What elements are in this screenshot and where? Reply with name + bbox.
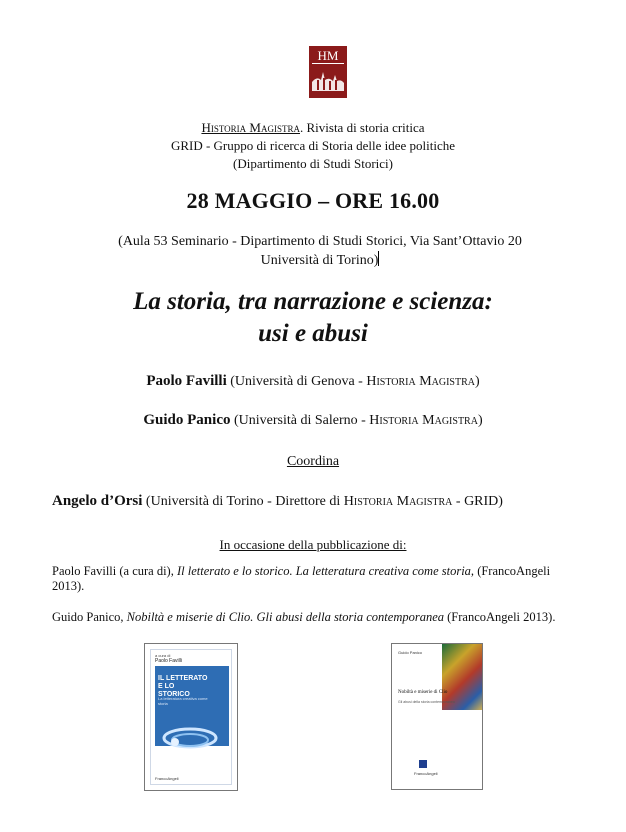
event-date-time: 28 MAGGIO – ORE 16.00 xyxy=(186,188,440,213)
speaker-affiliation-end: ) xyxy=(477,413,483,428)
event-venue xyxy=(60,232,580,270)
venue-line-1: (Aula 53 Seminario - Dipartimento di Studi Storici, Via Sant’Ottavio 20 xyxy=(118,234,522,249)
title-line-2: usi e abusi xyxy=(258,320,368,347)
coordinator-affiliation-end: - GRID) xyxy=(452,494,503,509)
department-line: (Dipartimento di Studi Storici) xyxy=(233,156,393,171)
book-publisher: FrancoAngeli xyxy=(155,776,179,781)
speaker-favilli xyxy=(0,373,626,390)
coordina-label: Coordina xyxy=(286,454,340,469)
coordinator xyxy=(52,493,612,510)
event-title xyxy=(0,286,626,350)
book-cover-clio xyxy=(391,643,483,790)
book-cover-letterato xyxy=(144,643,238,791)
book-subtitle: La letteratura creativa come storia xyxy=(158,696,208,706)
speaker-name: Paolo Favilli xyxy=(146,373,227,389)
book-publisher: FrancoAngeli xyxy=(414,771,438,776)
speaker-panico xyxy=(0,412,626,429)
publication-title: Nobiltà e miserie di Clio. Gli abusi della storia contemporanea xyxy=(126,610,445,624)
venue-line-2: Università di Torino) xyxy=(260,253,379,268)
publication-title: Il letterato e lo storico. La letteratura creativa come storia, xyxy=(176,564,475,578)
speaker-affiliation-end: ) xyxy=(474,374,480,389)
swirl-graphic xyxy=(161,720,219,756)
text-cursor xyxy=(378,251,379,266)
coordinator-affiliation: (Università di Torino - Direttore di xyxy=(142,494,344,509)
title-line-1: La storia, tra narrazione e scienza: xyxy=(133,288,493,315)
occasion-heading: In occasione della pubblicazione di: xyxy=(219,537,407,552)
publication-author: Paolo Favilli (a cura di), xyxy=(52,564,177,578)
book-title: IL LETTERATO E LO STORICO xyxy=(158,675,208,698)
speaker-journal: Historia Magistra xyxy=(369,413,478,428)
coordinator-name: Angelo d’Orsi xyxy=(52,493,143,509)
journal-suffix: . Rivista di storia critica xyxy=(299,120,425,135)
publication-panico xyxy=(52,610,572,625)
publication-publisher: (FrancoAngeli 2013). xyxy=(444,610,556,624)
speaker-affiliation: (Università di Genova - xyxy=(226,374,367,389)
book-author: Guido Panico xyxy=(398,650,423,655)
book-title: Nobiltà e miserie di Clio xyxy=(398,690,448,695)
speaker-affiliation: (Università di Salerno - xyxy=(230,413,370,428)
book-editor-label: a cura di xyxy=(155,653,171,658)
journal-line xyxy=(0,119,626,137)
book-subtitle: Gli abusi della storia contemporanea xyxy=(398,700,455,704)
publisher-logo xyxy=(419,760,427,768)
speaker-name: Guido Panico xyxy=(143,412,231,428)
logo-text: HM xyxy=(317,48,339,63)
book-editor-name: Paolo Favilli xyxy=(155,658,182,664)
journal-name: Historia Magistra xyxy=(201,120,300,135)
publication-author: Guido Panico, xyxy=(52,610,127,624)
historia-magistra-logo xyxy=(309,46,347,98)
group-line: GRID - Gruppo di ricerca di Storia delle idee politiche xyxy=(170,138,456,153)
publication-publisher: (FrancoAngeli 2013). xyxy=(52,564,551,593)
publication-favilli xyxy=(52,564,572,594)
coordinator-journal: Historia Magistra xyxy=(343,494,453,509)
speaker-journal: Historia Magistra xyxy=(366,374,475,389)
